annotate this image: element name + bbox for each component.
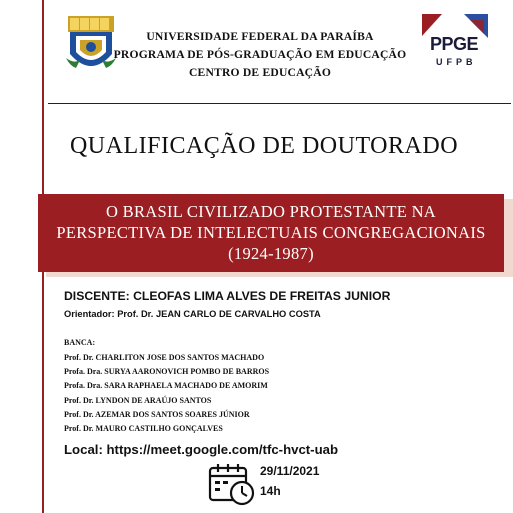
header-divider	[48, 103, 511, 104]
committee-member: Prof. Dr. CHARLITON JOSE DOS SANTOS MACHADO	[64, 353, 265, 362]
page-title: QUALIFICAÇÃO DE DOUTORADO	[69, 133, 459, 159]
meeting-link[interactable]: Local: https://meet.google.com/tfc-hvct-uab	[64, 442, 339, 457]
committee-member: Profa. Dra. SARA RAPHAELA MACHADO DE AMORIM	[64, 381, 268, 391]
event-date: 29/11/2021	[260, 464, 320, 478]
committee-list	[64, 351, 269, 436]
advisor-name: Orientador: Prof. Dr. JEAN CARLO DE CARVALHO COSTA	[64, 309, 321, 319]
committee-label: BANCA:	[64, 338, 96, 347]
calendar-clock-icon	[208, 462, 256, 506]
committee-member: Prof. Dr. AZEMAR DOS SANTOS SOARES JÚNIOR	[64, 409, 250, 419]
student-name: DISCENTE: CLEOFAS LIMA ALVES DE FREITAS JUNIOR	[64, 289, 391, 303]
institution-header	[108, 28, 412, 82]
committee-member: Prof. Dr. LYNDON DE ARAÚJO SANTOS	[64, 395, 212, 405]
event-time: 14h	[260, 484, 281, 498]
university-name: UNIVERSIDADE FEDERAL DA PARAÍBA	[146, 30, 374, 43]
ufpb-logo-text: UFPB	[436, 57, 477, 67]
thesis-title-line: PERSPECTIVA DE INTELECTUAIS CONGREGACIONAIS	[56, 223, 486, 242]
ppge-logo-text: PPGE	[430, 34, 479, 54]
committee-member: Prof. Dr. MAURO CASTILHO GONÇALVES	[64, 424, 223, 434]
thesis-title-line: (1924-1987)	[228, 244, 314, 263]
program-name: PROGRAMA DE PÓS-GRADUAÇÃO EM EDUCAÇÃO	[113, 48, 407, 61]
thesis-title-line: O BRASIL CIVILIZADO PROTESTANTE NA	[106, 202, 436, 221]
center-name: CENTRO DE EDUCAÇÃO	[188, 66, 332, 79]
committee-section	[64, 337, 269, 436]
thesis-title	[38, 201, 504, 264]
committee-member: Profa. Dra. SURYA AARONOVICH POMBO DE BARROS	[64, 367, 270, 377]
